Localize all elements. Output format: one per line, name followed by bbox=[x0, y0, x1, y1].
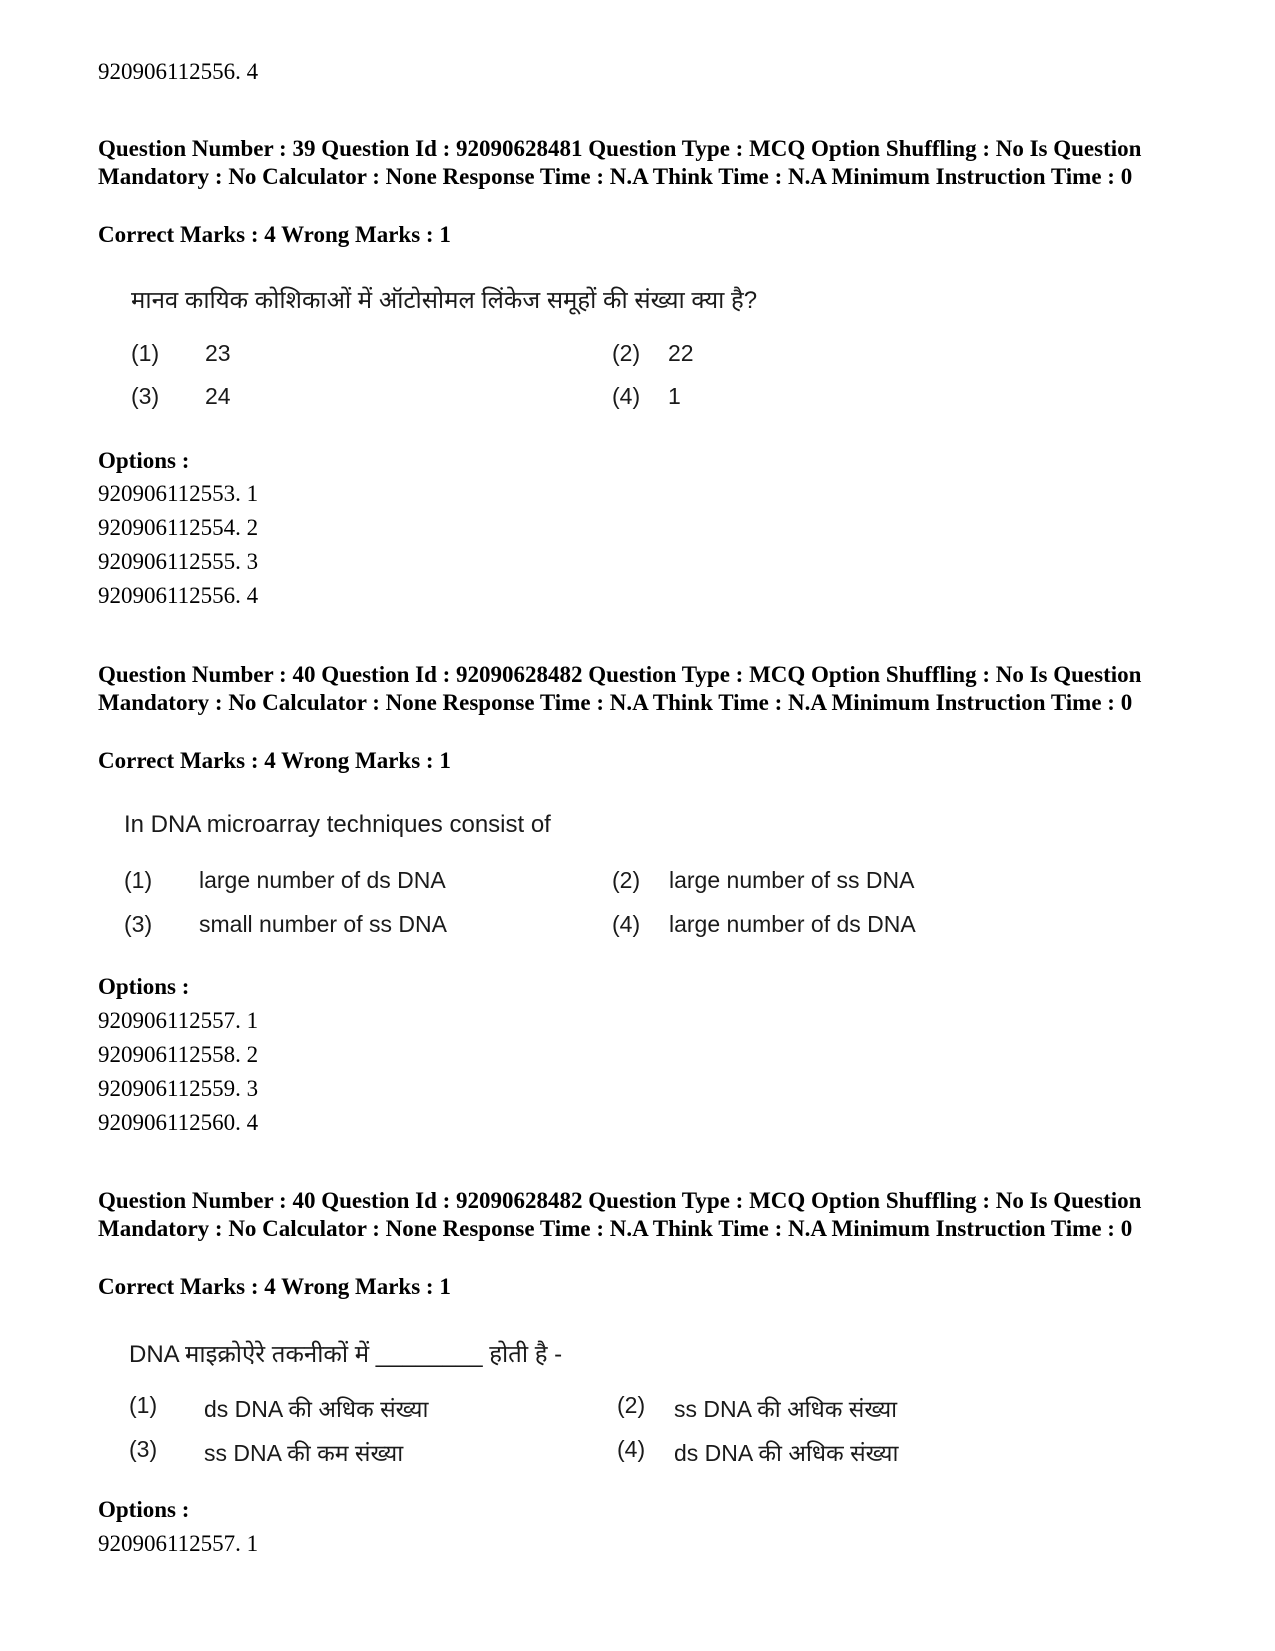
choice-number: (1) bbox=[131, 340, 160, 366]
option-line: 920906112557. 1 bbox=[98, 1008, 259, 1033]
choice-text: ss DNA की अधिक संख्या bbox=[674, 1396, 898, 1422]
choice bbox=[612, 867, 915, 894]
choice-text: 24 bbox=[205, 383, 231, 409]
choice-number: (2) bbox=[612, 340, 641, 366]
choice bbox=[617, 1436, 899, 1466]
question-header: Question Number : 39 Question Id : 92090628481 Question Type : MCQ Option Shuffling : No Is Question Mandatory : No Calculator : None Response Time : N.A Think Time : N.A Minimum Instruction Time : 0 bbox=[98, 136, 1142, 189]
marks-line: Correct Marks : 4 Wrong Marks : 1 bbox=[98, 748, 451, 773]
question-stem: मानव कायिक कोशिकाओं में ऑटोसोमल लिंकेज समूहों की संख्या क्या है? bbox=[131, 287, 758, 314]
choice-text: 1 bbox=[668, 383, 681, 409]
choice-text: 22 bbox=[668, 340, 694, 366]
choice-text: ds DNA की अधिक संख्या bbox=[674, 1440, 899, 1466]
choice bbox=[612, 911, 916, 938]
choice-text: large number of ss DNA bbox=[669, 867, 915, 893]
choice-text: ss DNA की कम संख्या bbox=[204, 1440, 404, 1466]
choice-number: (3) bbox=[124, 911, 153, 937]
question-header: Question Number : 40 Question Id : 92090628482 Question Type : MCQ Option Shuffling : No Is Question Mandatory : No Calculator : None Response Time : N.A Think Time : N.A Minimum Instruction Time : 0 bbox=[98, 1188, 1142, 1241]
choice bbox=[129, 1436, 404, 1466]
choice-number: (2) bbox=[617, 1392, 646, 1418]
choice bbox=[131, 383, 231, 410]
marks-line: Correct Marks : 4 Wrong Marks : 1 bbox=[98, 222, 451, 247]
question-stem: In DNA microarray techniques consist of bbox=[124, 811, 551, 838]
options-label: Options : bbox=[98, 1497, 190, 1522]
choice bbox=[124, 911, 447, 938]
option-line: 920906112558. 2 bbox=[98, 1042, 259, 1067]
options-label: Options : bbox=[98, 448, 190, 473]
marks-line: Correct Marks : 4 Wrong Marks : 1 bbox=[98, 1274, 451, 1299]
option-line: 920906112557. 1 bbox=[98, 1531, 259, 1556]
option-line: 920906112556. 4 bbox=[98, 583, 259, 608]
choice-number: (1) bbox=[124, 867, 153, 893]
choice-number: (1) bbox=[129, 1392, 158, 1418]
choice bbox=[124, 867, 446, 894]
choice bbox=[617, 1392, 898, 1422]
option-line: 920906112554. 2 bbox=[98, 515, 259, 540]
choice-number: (4) bbox=[617, 1436, 646, 1462]
choice-text: large number of ds DNA bbox=[669, 911, 916, 937]
choice-number: (2) bbox=[612, 867, 641, 893]
option-line: 920906112560. 4 bbox=[98, 1110, 259, 1135]
choice bbox=[612, 383, 681, 410]
choice-number: (4) bbox=[612, 911, 641, 937]
choice-number: (3) bbox=[129, 1436, 158, 1462]
choice-text: small number of ss DNA bbox=[199, 911, 447, 937]
option-line: 920906112555. 3 bbox=[98, 549, 259, 574]
choice bbox=[612, 340, 694, 367]
choice bbox=[131, 340, 231, 367]
choice-number: (3) bbox=[131, 383, 160, 409]
option-line: 920906112553. 1 bbox=[98, 481, 259, 506]
choice-text: 23 bbox=[205, 340, 231, 366]
option-line: 920906112559. 3 bbox=[98, 1076, 259, 1101]
question-stem: DNA माइक्रोऐरे तकनीकों में ________ होती है - bbox=[129, 1341, 563, 1368]
choice-number: (4) bbox=[612, 383, 641, 409]
choice-text: large number of ds DNA bbox=[199, 867, 446, 893]
choice-text: ds DNA की अधिक संख्या bbox=[204, 1396, 429, 1422]
question-header: Question Number : 40 Question Id : 92090628482 Question Type : MCQ Option Shuffling : No Is Question Mandatory : No Calculator : None Response Time : N.A Think Time : N.A Minimum Instruction Time : 0 bbox=[98, 662, 1142, 715]
options-label: Options : bbox=[98, 974, 190, 999]
choice bbox=[129, 1392, 429, 1422]
option-line: 920906112556. 4 bbox=[98, 59, 259, 84]
